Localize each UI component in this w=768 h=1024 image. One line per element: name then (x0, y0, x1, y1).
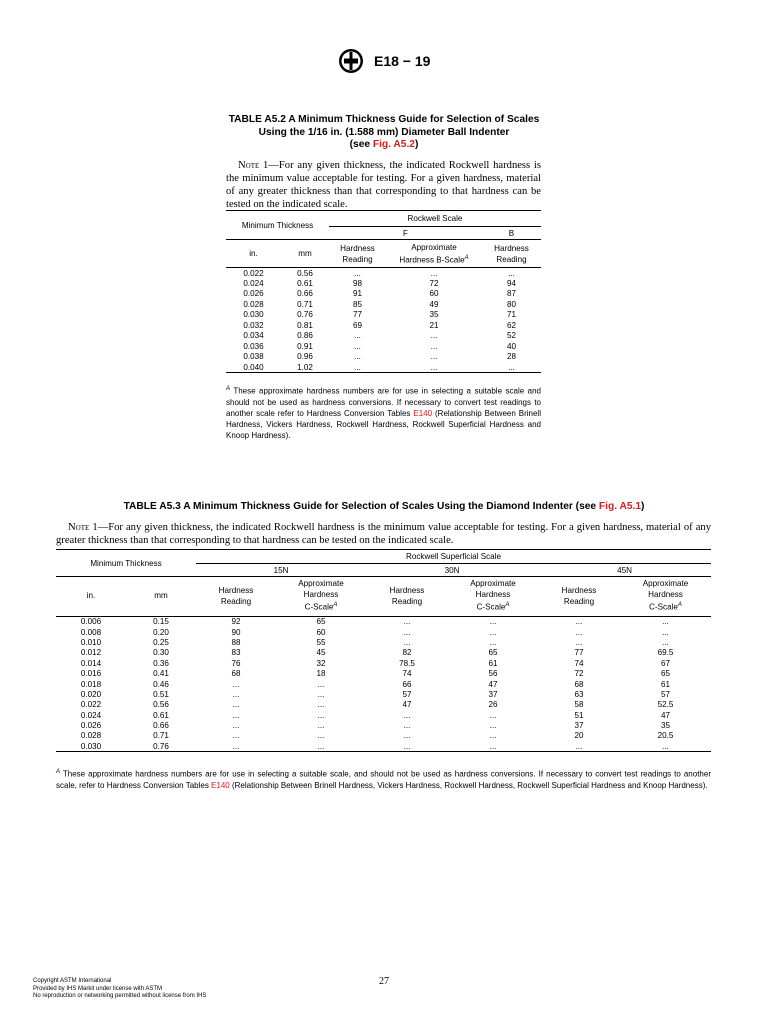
table-cell: ... (430, 362, 438, 372)
table-row (226, 299, 541, 310)
table-cell: 67 (660, 658, 670, 668)
table-cell: 0.012 (80, 648, 102, 658)
table-a52-body (226, 268, 541, 373)
col-30n-hardness: Hardness Reading (389, 586, 425, 606)
table-cell: 69 (352, 320, 362, 330)
table-cell: ... (662, 637, 669, 647)
table-cell: ... (354, 331, 361, 341)
table-cell: 20 (574, 731, 584, 741)
table-cell: 77 (352, 310, 362, 320)
table-cell: 52 (506, 331, 516, 341)
table-cell: ... (403, 721, 411, 731)
table-cell: 0.024 (243, 278, 264, 288)
col-superficial-scale: Rockwell Superficial Scale (196, 550, 711, 564)
table-cell: 0.20 (153, 627, 169, 637)
table-cell: 88 (231, 637, 241, 647)
col-15n-hardness: Hardness Reading (218, 586, 254, 606)
table-row (226, 310, 541, 321)
table-cell: ... (403, 731, 411, 741)
table-row (56, 679, 711, 689)
table-cell: ... (403, 637, 411, 647)
table-cell: ... (575, 637, 583, 647)
table-cell: 0.006 (80, 617, 102, 627)
table-cell: 0.51 (153, 689, 169, 699)
table-cell: ... (430, 331, 438, 341)
table-cell: 0.022 (243, 268, 264, 278)
copyright-notice: Copyright ASTM International Provided by IHS Markit under license with ASTM No reproduction or networking permitted without license from IHS (33, 978, 207, 999)
table-cell: ... (575, 617, 583, 627)
table-cell: 26 (488, 700, 498, 710)
table-cell: ... (489, 710, 497, 720)
fig-a52-link[interactable]: Fig. A5.2 (372, 139, 415, 150)
table-cell: 65 (660, 669, 670, 679)
table-row (226, 320, 541, 331)
table-cell: ... (354, 352, 361, 362)
col-mm-2: mm (126, 577, 196, 617)
table-cell: 0.026 (243, 289, 264, 299)
table-row (56, 731, 711, 741)
table-cell: 62 (506, 320, 516, 330)
table-cell: 90 (231, 627, 241, 637)
table-cell: 92 (231, 617, 241, 627)
table-cell: 0.96 (297, 352, 313, 362)
table-cell: 98 (352, 278, 362, 288)
table-cell: 85 (352, 299, 362, 309)
table-cell: 0.86 (297, 331, 313, 341)
col-min-thickness: Minimum Thickness (241, 220, 314, 230)
table-cell: ... (662, 617, 669, 627)
table-cell: 69.5 (657, 648, 674, 658)
table-cell: ... (662, 627, 669, 637)
table-cell: 68 (574, 679, 584, 689)
table-cell: 0.038 (243, 352, 264, 362)
table-cell: 45 (316, 648, 326, 658)
table-cell: 80 (506, 299, 516, 309)
table-cell: 68 (231, 669, 241, 679)
table-cell: 74 (402, 669, 412, 679)
page-header (0, 48, 768, 74)
table-cell: ... (317, 741, 325, 751)
table-cell: 35 (429, 310, 439, 320)
table-cell: 0.61 (297, 278, 313, 288)
table-cell: 28 (506, 352, 516, 362)
table-cell: ... (232, 679, 240, 689)
e140-link-2[interactable]: E140 (211, 780, 230, 790)
table-cell: ... (575, 627, 583, 637)
table-cell: ... (354, 362, 361, 372)
table-cell: 61 (488, 658, 498, 668)
table-cell: 0.76 (153, 741, 169, 751)
table-cell: 51 (574, 710, 584, 720)
table-cell: 0.66 (153, 721, 169, 731)
table-cell: ... (317, 689, 325, 699)
table-cell: 0.36 (153, 658, 169, 668)
table-cell: ... (489, 627, 497, 637)
table-cell: ... (232, 700, 240, 710)
table-cell: ... (430, 268, 438, 278)
document-number: E18 − 19 (374, 53, 431, 69)
table-cell: 0.25 (153, 637, 169, 647)
table-cell: 0.032 (243, 320, 264, 330)
table-cell: 57 (660, 689, 670, 699)
table-a52-note: Note 1—For any given thickness, the indicated Rockwell hardness is the minimum value acceptable for testing. For a given hardness, material of any greater thickness than that corresponding to that hardness can be tested on the indicated scale. (226, 160, 541, 210)
table-cell: 71 (506, 310, 516, 320)
col-hardness-reading-f: Hardness Reading (340, 243, 375, 264)
table-cell: 0.91 (297, 341, 313, 351)
table-row (56, 627, 711, 637)
table-row (226, 331, 541, 342)
table-cell: ... (317, 710, 325, 720)
table-cell: 82 (402, 648, 412, 658)
table-row (56, 689, 711, 699)
table-cell: 21 (429, 320, 439, 330)
table-cell: ... (232, 731, 240, 741)
col-approx-b-scale: Approximate Hardness B-Scale$^A$ (399, 242, 469, 265)
col-45n-hardness: Hardness Reading (561, 586, 597, 606)
table-cell: 72 (574, 669, 584, 679)
table-row (56, 658, 711, 668)
table-cell: 0.46 (153, 679, 169, 689)
table-cell: ... (508, 268, 515, 278)
col-scale-b: B (482, 227, 541, 240)
table-cell: 72 (429, 278, 439, 288)
table-cell: 87 (506, 289, 516, 299)
table-cell: 65 (316, 617, 326, 627)
table-row (56, 617, 711, 627)
table-cell: 0.020 (80, 689, 102, 699)
table-cell: 0.018 (80, 679, 102, 689)
table-cell: 57 (402, 689, 412, 699)
table-cell: 74 (574, 658, 584, 668)
table-cell: ... (232, 741, 240, 751)
table-cell: 37 (574, 721, 584, 731)
table-cell: ... (575, 741, 583, 751)
table-cell: ... (317, 679, 325, 689)
table-cell: 66 (402, 679, 412, 689)
table-cell: ... (489, 637, 497, 647)
table-cell: 40 (506, 341, 516, 351)
table-cell: 60 (429, 289, 439, 299)
table-cell: 49 (429, 299, 439, 309)
table-cell: 1.02 (297, 362, 313, 372)
table-cell: 77 (574, 648, 584, 658)
table-row (56, 710, 711, 720)
table-cell: 0.024 (80, 710, 102, 720)
table-cell: ... (489, 721, 497, 731)
table-cell: 52.5 (657, 700, 674, 710)
table-cell: 35 (660, 721, 670, 731)
table-cell: 18 (316, 669, 326, 679)
table-a53-title: TABLE A5.3 A Minimum Thickness Guide for Selection of Scales Using the Diamond Indenter (see Fig. A5.1) (123, 501, 645, 512)
table-row (226, 278, 541, 289)
table-cell: 78.5 (399, 658, 415, 668)
table-cell: 0.30 (153, 648, 169, 658)
col-hardness-reading-b: Hardness Reading (494, 243, 529, 264)
table-row (226, 352, 541, 363)
table-a53 (56, 549, 711, 752)
table-cell: ... (317, 700, 325, 710)
table-cell: 0.036 (243, 341, 264, 351)
table-cell: 0.016 (80, 669, 102, 679)
table-cell: 0.026 (80, 721, 102, 731)
table-cell: ... (430, 341, 438, 351)
table-a52-footnote: $^A$ These approximate hardness numbers are for use in selecting a suitable scale and should not be used as hardness conversions. If necessary to convert test readings to another scale refer to Hardness Conversion Tables E140 (Relationship Between Brinell Hardness, Vickers Hardness, Rockwell Hardness, Rockwell Superficial Hardness and Knoop Hardness). (226, 386, 541, 440)
table-cell: ... (403, 741, 411, 751)
table-cell: 0.030 (243, 310, 264, 320)
col-15n-approx: Approximate Hardness C-Scale$^A$ (298, 579, 344, 613)
table-cell: ... (508, 362, 515, 372)
table-cell: 0.71 (153, 731, 169, 741)
col-scale-f: F (329, 227, 482, 240)
col-mm: mm (281, 240, 329, 268)
table-cell: ... (354, 341, 361, 351)
table-row (56, 637, 711, 647)
col-30n-approx: Approximate Hardness C-Scale$^A$ (470, 579, 516, 613)
table-cell: ... (489, 741, 497, 751)
table-row (56, 741, 711, 751)
table-cell: 0.014 (80, 658, 102, 668)
table-cell: 0.028 (80, 731, 102, 741)
table-cell: 55 (316, 637, 326, 647)
table-cell: 83 (231, 648, 241, 658)
table-cell: 94 (506, 278, 516, 288)
table-a53-body (56, 617, 711, 752)
table-a53-note: Note 1—For any given thickness, the indicated Rockwell hardness is the minimum value acceptable for testing. For a given hardness, material of any greater thickness than that corresponding to that hardness can be tested on the indicated scale. (56, 522, 711, 546)
table-cell: 0.61 (153, 710, 169, 720)
table-cell: ... (232, 721, 240, 731)
table-row (56, 648, 711, 658)
table-cell: 0.008 (80, 627, 102, 637)
table-cell: 58 (574, 700, 584, 710)
table-cell: ... (317, 731, 325, 741)
table-cell: 0.56 (153, 700, 169, 710)
col-in-2: in. (56, 577, 126, 617)
col-in: in. (226, 240, 281, 268)
table-row (226, 341, 541, 352)
table-cell: ... (489, 617, 497, 627)
table-cell: 0.040 (243, 362, 264, 372)
table-cell: ... (403, 710, 411, 720)
col-30n: 30N (366, 564, 538, 577)
table-cell: ... (430, 352, 438, 362)
table-a52 (226, 210, 541, 373)
table-row (56, 700, 711, 710)
astm-logo-icon (338, 48, 364, 74)
table-cell: 37 (488, 689, 498, 699)
table-cell: 0.41 (153, 669, 169, 679)
table-cell: ... (232, 689, 240, 699)
table-cell: ... (403, 617, 411, 627)
table-cell: 0.028 (243, 299, 264, 309)
table-row (226, 268, 541, 279)
table-a53-footnote: $^A$ These approximate hardness numbers are for use in selecting a suitable scale, and should not be used as hardness conversions. If necessary to convert test readings to another scale, refer to Hardness Conversion Tables E140 (Relationship Between Brinell Hardness, Vickers Hardness, Rockwell Hardness, Rockwell Superficial Hardness and Knoop Hardness). (56, 769, 711, 790)
col-15n: 15N (196, 564, 366, 577)
table-cell: 0.66 (297, 289, 313, 299)
table-cell: 0.15 (153, 617, 169, 627)
table-row (56, 668, 711, 678)
table-cell: ... (662, 741, 669, 751)
table-cell: ... (403, 627, 411, 637)
table-cell: ... (354, 268, 361, 278)
table-cell: ... (317, 721, 325, 731)
table-a52-title: TABLE A5.2 A Minimum Thickness Guide for Selection of Scales Using the 1/16 in. (1.588 mm) Diameter Ball Indenter (see Fig. A5.2) (228, 114, 540, 150)
page-number: 27 (379, 976, 389, 987)
table-cell: 0.022 (80, 700, 102, 710)
table-cell: 0.71 (297, 299, 313, 309)
table-row (226, 362, 541, 373)
table-cell: 47 (488, 679, 498, 689)
table-cell: 0.76 (297, 310, 313, 320)
table-cell: 20.5 (657, 731, 674, 741)
table-cell: 47 (402, 700, 412, 710)
col-45n-approx: Approximate Hardness C-Scale$^A$ (642, 579, 689, 613)
table-cell: ... (232, 710, 240, 720)
table-cell: 47 (660, 710, 670, 720)
table-cell: 63 (574, 689, 584, 699)
col-min-thickness-2: Minimum Thickness (90, 558, 162, 568)
table-cell: 60 (316, 627, 326, 637)
table-cell: 0.034 (243, 331, 264, 341)
table-cell: 91 (352, 289, 362, 299)
table-row (56, 720, 711, 730)
table-cell: 0.010 (80, 637, 102, 647)
table-cell: 0.56 (297, 268, 313, 278)
table-cell: 76 (231, 658, 241, 668)
table-cell: 0.81 (297, 320, 313, 330)
col-45n: 45N (538, 564, 711, 577)
table-cell: 61 (660, 679, 670, 689)
table-row (226, 289, 541, 300)
table-cell: 32 (316, 658, 326, 668)
table-cell: 56 (488, 669, 498, 679)
col-rockwell-scale: Rockwell Scale (329, 211, 541, 227)
table-cell: 65 (488, 648, 498, 658)
table-cell: 0.030 (80, 741, 102, 751)
fig-a51-link[interactable]: Fig. A5.1 (598, 501, 641, 512)
e140-link[interactable]: E140 (413, 408, 433, 418)
table-cell: ... (489, 731, 497, 741)
